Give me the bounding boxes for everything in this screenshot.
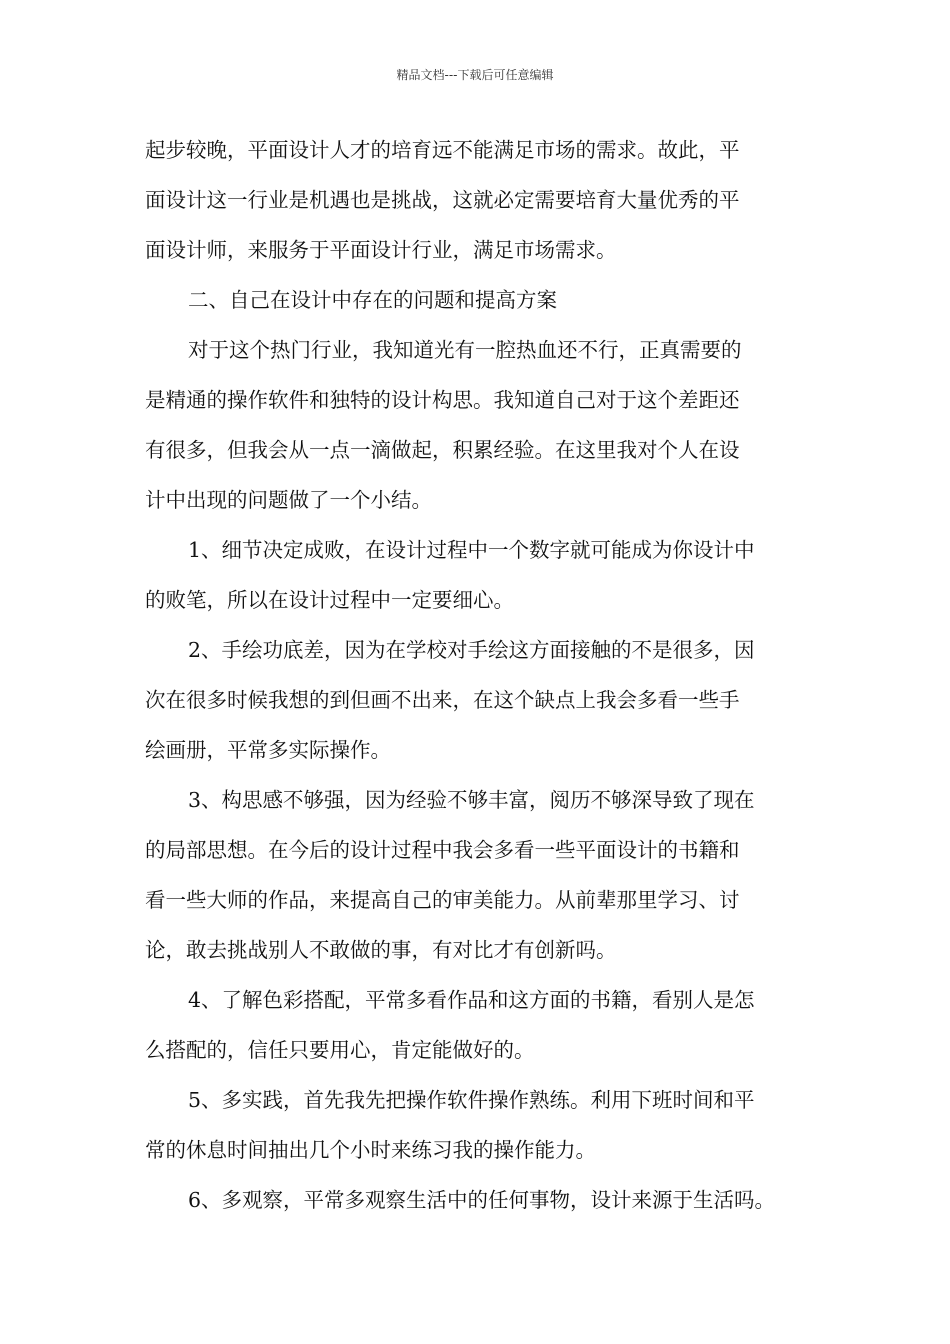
list-item-line: 1、细节决定成败，在设计过程中一个数字就可能成为你设计中 — [188, 538, 755, 562]
text-line: 面设计师，来服务于平面设计行业，满足市场需求。 — [145, 238, 617, 262]
text-line: 有很多，但我会从一点一滴做起，积累经验。在这里我对个人在设 — [145, 438, 740, 462]
list-item-line: 5、多实践，首先我先把操作软件操作熟练。利用下班时间和平 — [188, 1088, 755, 1112]
text-line: 起步较晚，平面设计人才的培育远不能满足市场的需求。故此，平 — [145, 138, 740, 162]
text-line: 面设计这一行业是机遇也是挑战，这就必定需要培育大量优秀的平 — [145, 188, 740, 212]
text-line: 绘画册，平常多实际操作。 — [145, 738, 391, 762]
text-line: 看一些大师的作品，来提高自己的审美能力。从前辈那里学习、讨 — [145, 888, 740, 912]
text-line: 是精通的操作软件和独特的设计构思。我知道自己对于这个差距还 — [145, 388, 740, 412]
list-item-line: 2、手绘功底差，因为在学校对手绘这方面接触的不是很多，因 — [188, 638, 755, 662]
text-line: 的败笔，所以在设计过程中一定要细心。 — [145, 588, 514, 612]
text-line: 计中出现的问题做了一个小结。 — [145, 488, 432, 512]
text-line: 的局部思想。在今后的设计过程中我会多看一些平面设计的书籍和 — [145, 838, 740, 862]
text-line: 常的休息时间抽出几个小时来练习我的操作能力。 — [145, 1138, 596, 1162]
list-item-line: 3、构思感不够强，因为经验不够丰富，阅历不够深导致了现在 — [188, 788, 755, 812]
page-header: 精品文档---下载后可任意编辑 — [396, 68, 554, 82]
list-item-line: 6、多观察，平常多观察生活中的任何事物，设计来源于生活吗。 — [188, 1188, 776, 1212]
text-line: 次在很多时候我想的到但画不出来，在这个缺点上我会多看一些手 — [145, 688, 740, 712]
list-item-line: 4、了解色彩搭配，平常多看作品和这方面的书籍，看别人是怎 — [188, 988, 755, 1012]
text-line: 论，敢去挑战别人不敢做的事，有对比才有创新吗。 — [145, 938, 617, 962]
text-line: 么搭配的，信任只要用心，肯定能做好的。 — [145, 1038, 535, 1062]
text-line: 对于这个热门行业，我知道光有一腔热血还不行，正真需要的 — [188, 338, 742, 362]
section-heading: 二、自己在设计中存在的问题和提高方案 — [188, 288, 557, 312]
